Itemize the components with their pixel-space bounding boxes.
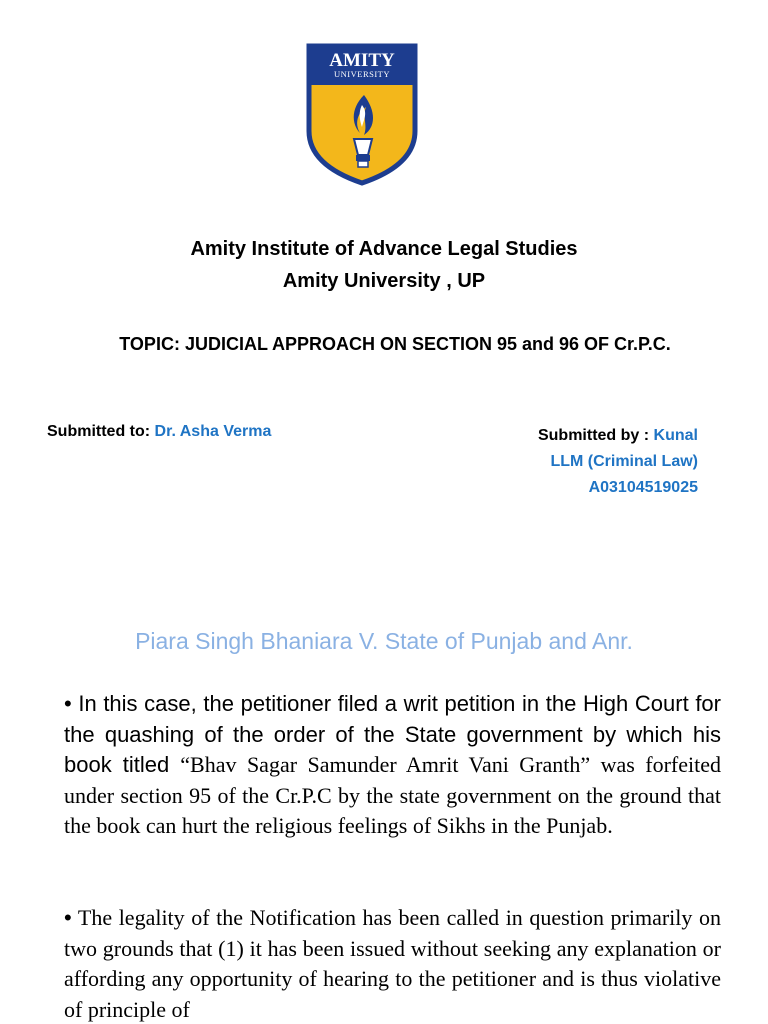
paragraph-2-text: The legality of the Notification has been called in question primarily on two grounds that (1) it has been issued without seeking any explanation or affording any opportunity of hearing to the petitioner and is thus violative of principle of bbox=[64, 905, 721, 1022]
submitted-by-id: A03104519025 bbox=[588, 479, 698, 496]
submitted-by-label: Submitted by : bbox=[537, 427, 654, 444]
university-name: Amity University , UP bbox=[282, 270, 486, 292]
bullet-1: • bbox=[64, 691, 72, 716]
topic-heading: TOPIC: JUDICIAL APPROACH ON SECTION 95 and 96 OF Cr.P.C. bbox=[119, 334, 671, 354]
submitted-to-name: Dr. Asha Verma bbox=[154, 423, 272, 440]
paragraph-1 bbox=[64, 689, 721, 842]
submitted-to bbox=[47, 423, 271, 441]
submitted-by-line bbox=[538, 423, 698, 449]
institute-name: Amity Institute of Advance Legal Studies bbox=[190, 238, 578, 260]
submitted-to-label: Submitted to: bbox=[47, 423, 155, 440]
submitted-by-name: Kunal bbox=[653, 427, 698, 444]
logo-name-line2: UNIVERSITY bbox=[334, 69, 390, 79]
bullet-2: • bbox=[64, 905, 72, 930]
paragraph-1-sans-text: In this case, the petitioner filed a writ petition in the High Court for the quashing of the order of the State government by which his book titled bbox=[64, 691, 721, 777]
paragraph-2 bbox=[64, 903, 721, 1024]
case-title: Piara Singh Bhaniara V. State of Punjab and Anr. bbox=[135, 628, 633, 654]
paragraph-1-serif-text: “Bhav Sagar Samunder Amrit Vani Granth” was forfeited under section 95 of the Cr.P.C by the state government on the ground that the book can hurt the religious feelings of Sikhs in the Punjab. bbox=[64, 752, 721, 838]
logo-name-line1: AMITY bbox=[329, 50, 395, 71]
submitted-by-course: LLM (Criminal Law) bbox=[550, 453, 698, 470]
submitted-by bbox=[538, 423, 698, 501]
amity-university-logo bbox=[306, 43, 418, 186]
